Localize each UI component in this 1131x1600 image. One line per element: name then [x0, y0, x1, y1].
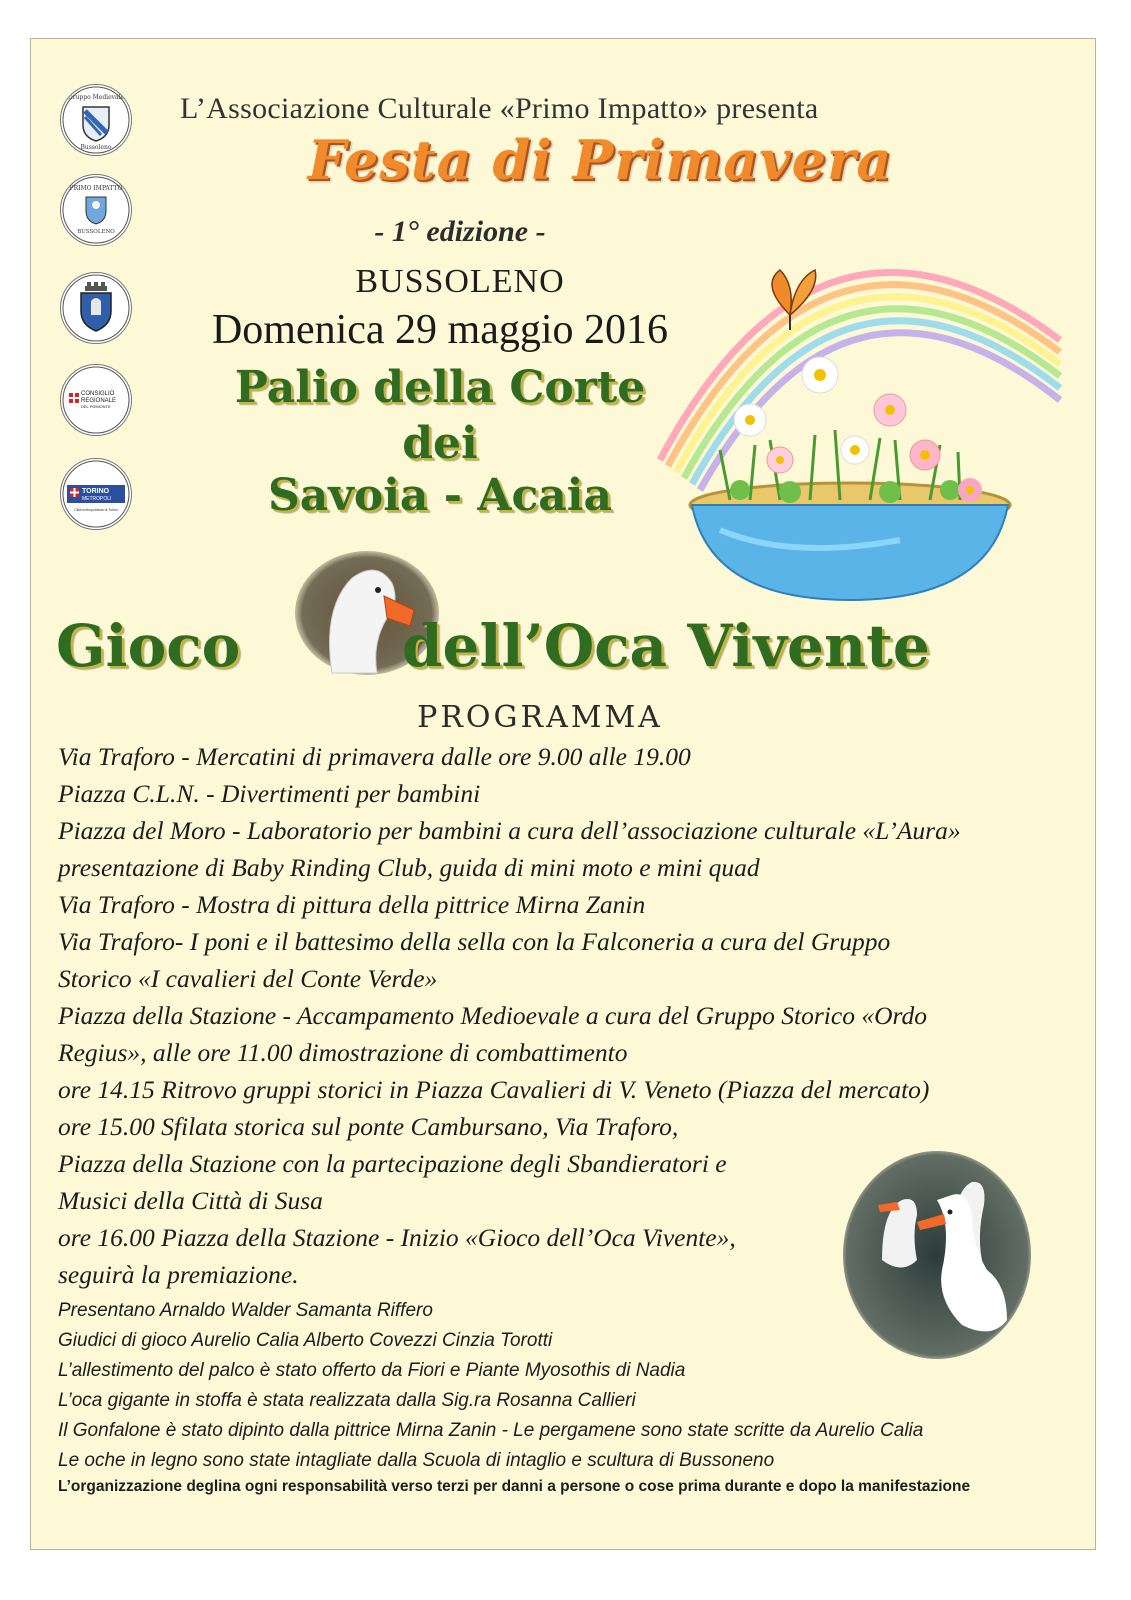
- event-date: Domenica 29 maggio 2016: [211, 307, 669, 353]
- programma-line: Regius», alle ore 11.00 dimostrazione di combattimento: [58, 1038, 628, 1067]
- svg-text:TORINO: TORINO: [82, 488, 110, 495]
- gioco-title-part-1: Gioco: [56, 612, 241, 680]
- programma-title: PROGRAMMA: [417, 700, 663, 735]
- presenter-line: L’Associazione Culturale «Primo Impatto» presenta: [180, 92, 819, 125]
- credit-line: Le oche in legno sono state intagliate dalla Scuola di intaglio e scultura di Bussoneno: [58, 1450, 775, 1471]
- programma-line: ore 14.15 Ritrovo gruppi storici in Piazza Cavalieri di V. Veneto (Piazza del mercato): [58, 1075, 930, 1104]
- palio-line-1: Palio della Corte: [234, 362, 646, 413]
- regione-icon: [61, 365, 131, 435]
- edition-label: - 1° edizione -: [374, 215, 546, 248]
- credit-line: Presentano Arnaldo Walder Samanta Riffero: [58, 1300, 433, 1321]
- svg-text:CONSIGLIO: CONSIGLIO: [81, 391, 115, 397]
- svg-text:Gruppo Medievale: Gruppo Medievale: [67, 94, 125, 101]
- credit-line: Giudici di gioco Aurelio Calia Alberto Covezzi Cinzia Torotti: [58, 1330, 553, 1351]
- programma-line: seguirà la premiazione.: [58, 1260, 299, 1289]
- svg-text:PRIMO IMPATTO: PRIMO IMPATTO: [69, 185, 123, 192]
- palio-line-3: Savoia - Acaia: [268, 470, 612, 521]
- svg-text:REGIONALE: REGIONALE: [81, 398, 117, 404]
- svg-text:DEL PIEMONTE: DEL PIEMONTE: [81, 404, 111, 409]
- programma-line: Via Traforo - Mostra di pittura della pittrice Mirna Zanin: [58, 890, 646, 919]
- programma-line: Piazza della Stazione - Accampamento Medioevale a cura del Gruppo Storico «Ordo: [58, 1001, 927, 1030]
- crest-icon: [61, 175, 131, 245]
- programma-line: Piazza della Stazione con la partecipazione degli Sbandieratori e: [58, 1149, 727, 1178]
- svg-text:Bussoleno: Bussoleno: [80, 144, 112, 151]
- programma-line: ore 15.00 Sfilata storica sul ponte Cambursano, Via Traforo,: [58, 1112, 679, 1141]
- programma-line: Storico «I cavalieri del Conte Verde»: [58, 964, 438, 993]
- bussoleno-coat-of-arms: [60, 272, 132, 344]
- svg-text:Città metropolitana di Torino: Città metropolitana di Torino: [74, 508, 118, 512]
- svg-text:BUSSOLENO: BUSSOLENO: [77, 229, 115, 235]
- torino-metropoli-logo: [60, 458, 132, 530]
- geese-photo: [842, 1150, 1032, 1360]
- metropoli-icon: [61, 459, 131, 529]
- programma-line: Musici della Città di Susa: [58, 1186, 323, 1215]
- festa-title: Festa di Primavera: [307, 128, 893, 192]
- primo-impatto-logo: [60, 174, 132, 246]
- gruppo-medievale-logo: [60, 84, 132, 156]
- programma-line: Piazza del Moro - Laboratorio per bambini a cura dell’associazione culturale «L’Aura»: [58, 816, 961, 845]
- coat-of-arms-icon: [61, 273, 131, 343]
- svg-text:METROPOLI: METROPOLI: [82, 496, 112, 502]
- programma-line: presentazione di Baby Rinding Club, guida di mini moto e mini quad: [58, 853, 760, 882]
- programma-line: ore 16.00 Piazza della Stazione - Inizio «Gioco dell’Oca Vivente»,: [58, 1223, 736, 1252]
- programma-line: Via Traforo - Mercatini di primavera dalle ore 9.00 alle 19.00: [58, 742, 691, 771]
- programma-line: Piazza C.L.N. - Divertimenti per bambini: [58, 779, 481, 808]
- gioco-title-part-2: dell’Oca Vivente: [402, 612, 930, 680]
- credit-line: L’oca gigante in stoffa è stata realizzata dalla Sig.ra Rosanna Callieri: [58, 1390, 636, 1411]
- credit-line: Il Gonfalone è stato dipinto dalla pittrice Mirna Zanin - Le pergamene sono state scritte da Aurelio Calia: [58, 1420, 924, 1441]
- credit-line: L’allestimento del palco è stato offerto da Fiori e Piante Myosothis di Nadia: [58, 1360, 686, 1381]
- programma-line: Via Traforo- I poni e il battesimo della sella con la Falconeria a cura del Gruppo: [58, 927, 891, 956]
- city-name: BUSSOLENO: [355, 263, 565, 300]
- shield-icon: [61, 85, 131, 155]
- disclaimer: L’organizzazione deglina ogni responsabilità verso terzi per danni a persone o cose prima durante e dopo la manifestazione: [58, 1478, 971, 1495]
- consiglio-regionale-logo: [60, 364, 132, 436]
- palio-line-2: dei: [402, 418, 478, 469]
